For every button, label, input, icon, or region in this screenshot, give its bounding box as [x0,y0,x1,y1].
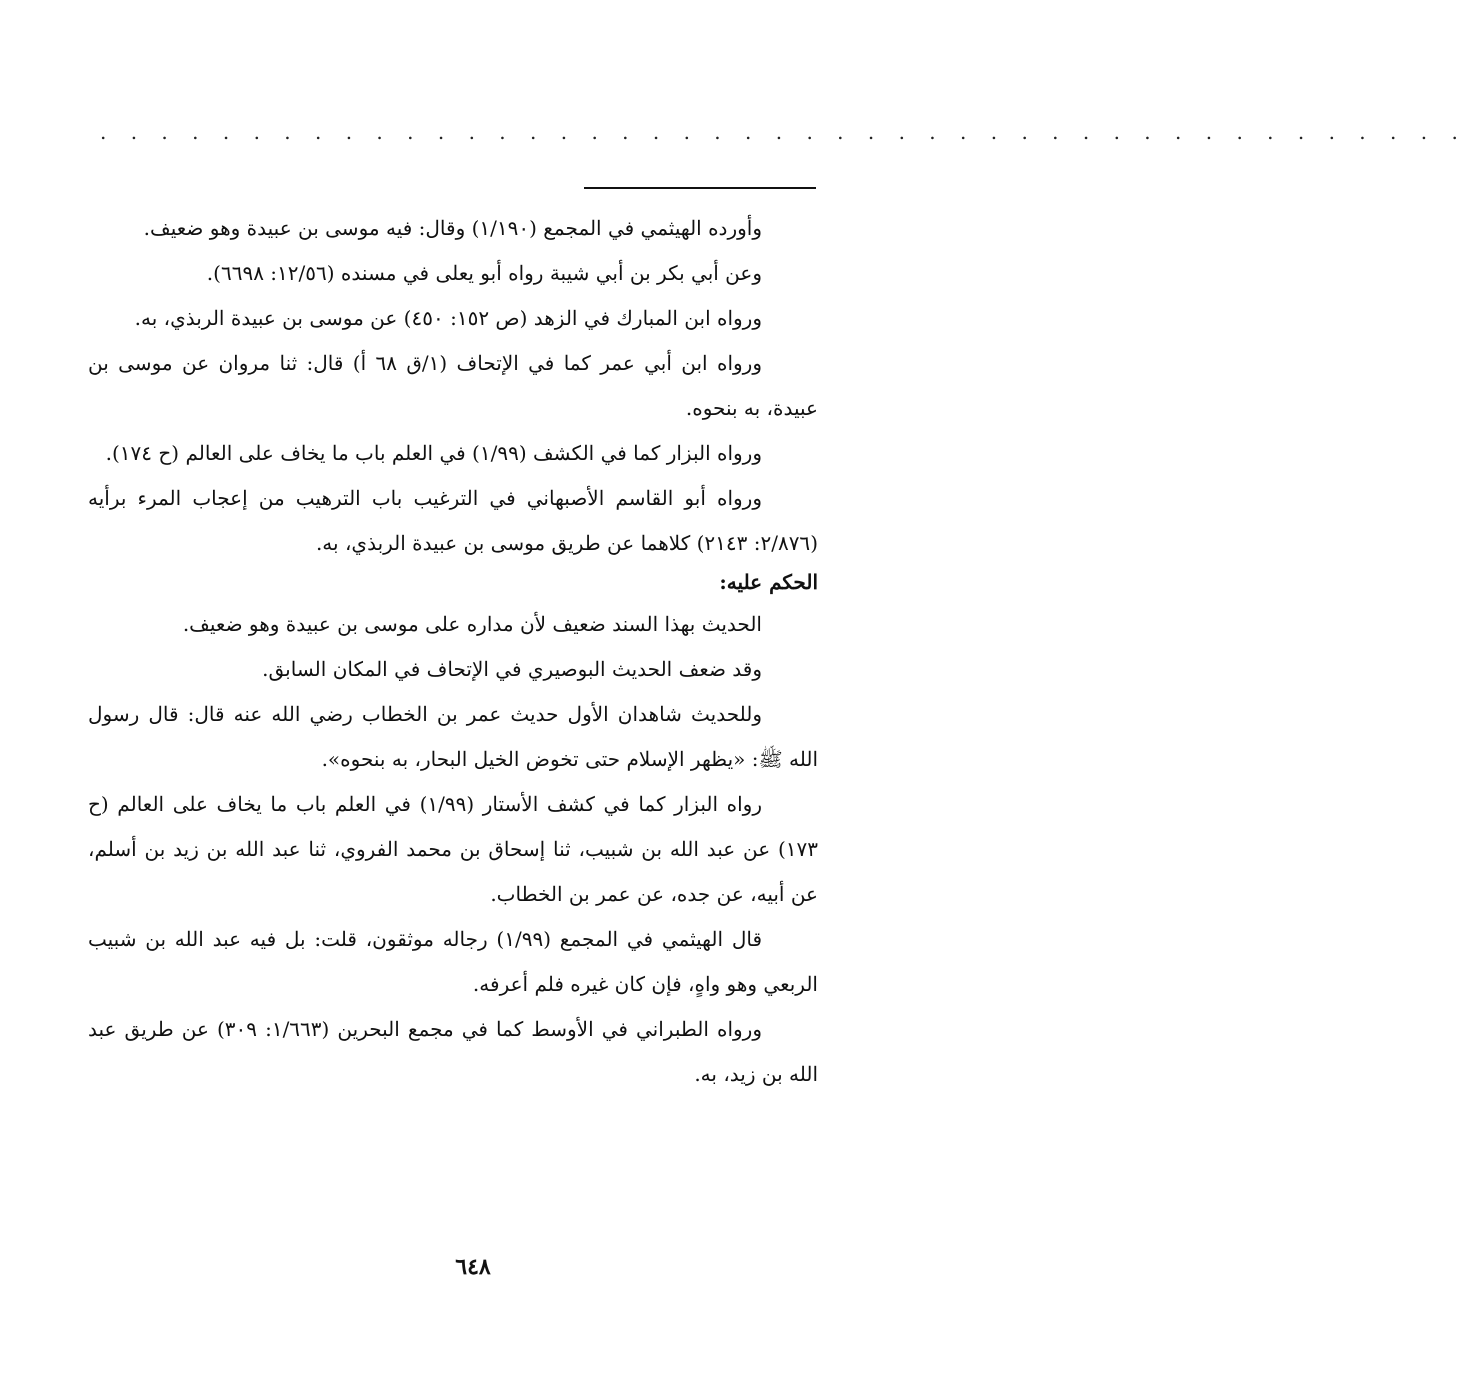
section-heading: الحكم عليه: [719,570,818,594]
page-number: ٦٤٨ [455,1254,491,1280]
footnote-rule [584,187,816,189]
paragraph: ورواه البزار كما في الكشف (١/٩٩) في العلم باب ما يخاف على العالم (ح ١٧٤). [105,441,762,465]
page-body [88,206,818,1097]
ruling-paragraph: ورواه الطبراني في الأوسط كما في مجمع البحرين (١/٦٦٣: ٣٠٩) عن طريق عبد الله بن زيد، به. [88,1017,818,1086]
ruling-paragraph: رواه البزار كما في كشف الأستار (١/٩٩) في العلم باب ما يخاف على العالم (ح ١٧٣) عن عبد الله بن شبيب، ثنا إسحاق بن محمد الفروي، ثنا عبد الله بن زيد بن أسلم، عن أبيه، عن جده، عن عمر بن الخطاب. [88,792,818,906]
ruling-paragraph: قال الهيثمي في المجمع (١/٩٩) رجاله موثقون، قلت: بل فيه عبد الله بن شبيب الربعي وهو واهٍ، فإن كان غيره فلم أعرفه. [88,927,818,996]
ruling-paragraph: وللحديث شاهدان الأول حديث عمر بن الخطاب رضي الله عنه قال: قال رسول الله ﷺ: «يظهر الإسلام حتى تخوض الخيل البحار، به بنحوه». [88,702,818,771]
paragraph: ورواه ابن أبي عمر كما في الإتحاف (١/ق ٦٨ أ) قال: ثنا مروان عن موسى بن عبيدة، به بنحوه. [88,351,818,420]
paragraph: وعن أبي بكر بن أبي شيبة رواه أبو يعلى في مسنده (١٢/٥٦: ٦٦٩٨). [206,261,762,285]
paragraph: وأورده الهيثمي في المجمع (١/١٩٠) وقال: فيه موسى بن عبيدة وهو ضعيف. [143,216,762,240]
paragraph: ورواه أبو القاسم الأصبهاني في الترغيب باب الترهيب من إعجاب المرء برأيه (٢/٨٧٦: ٢١٤٣) كلاهما عن طريق موسى بن عبيدة الربذي، به. [88,486,818,555]
dotted-separator: . . . . . . . . . . . . . . . . . . . . . . . . . . . . . . . . . . . . . . . . . . . . . [100,120,1467,144]
ruling-paragraph: الحديث بهذا السند ضعيف لأن مداره على موسى بن عبيدة وهو ضعيف. [182,612,762,636]
paragraph: ورواه ابن المبارك في الزهد (ص ١٥٢: ٤٥٠) عن موسى بن عبيدة الربذي، به. [134,306,762,330]
ruling-paragraph: وقد ضعف الحديث البوصيري في الإتحاف في المكان السابق. [262,657,762,681]
